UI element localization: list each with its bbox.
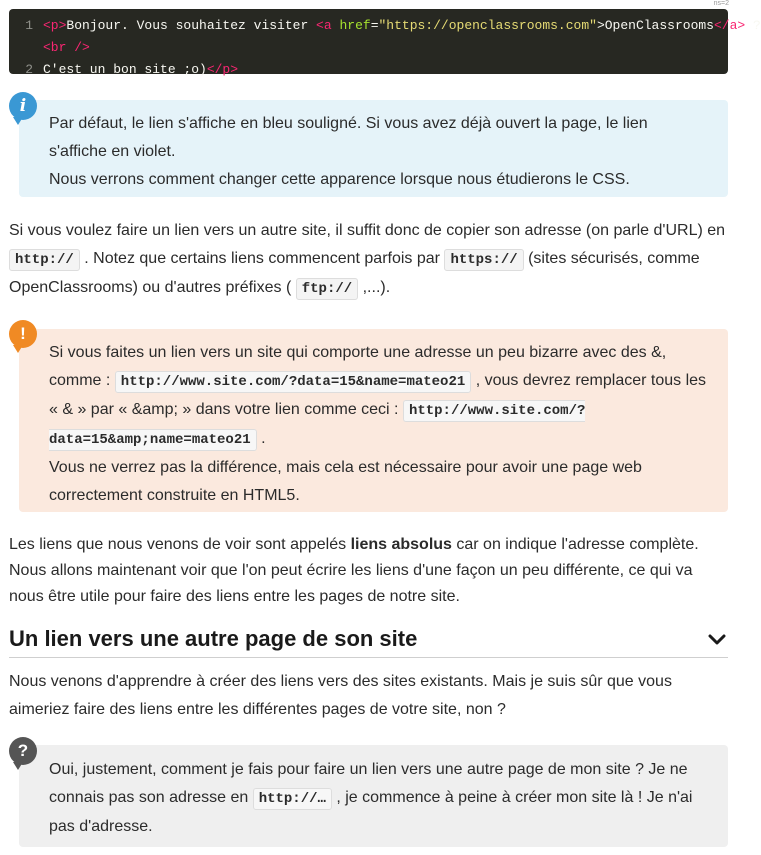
line-number: 2 [25,62,33,77]
paragraph-absolute-links: Les liens que nous venons de voir sont appelés liens absolus car on indique l'adresse complète. Nous allons maintenant voir que l'on peut écrire les liens d'une façon un peu différente, ce qui va nous être utile pour faire des liens entre les pages de notre site. [9,536,699,605]
question-callout [19,745,728,847]
warning-text-2: Vous ne verrez pas la différence, mais cela est nécessaire pour avoir une page web correctement construite en HTML5. [49,459,642,504]
code-text: C'est un bon site ;o)</p> [43,62,239,77]
inline-code: http://www.site.com/?data=15&name=mateo21 [115,371,471,393]
inline-code: http:// [9,249,80,271]
warning-callout [19,329,728,512]
code-text: <br /> [43,40,90,55]
code-line-1 [9,15,761,37]
bold-term: liens absolus [350,536,452,553]
warning-text: Si vous faites un lien vers un site qui comporte une adresse un peu bizarre avec des &, comme : http://www.site.com/?data=15&name=mateo21 , vous devrez remplacer tous les « & » par « &amp; » dans votre lien comme ceci : http://www.site.com/?data=15&amp;name=mateo21 . [49,339,708,454]
code-text: <p>Bonjour. Vous souhaitez visiter <a href="https://openclassrooms.com">OpenClassrooms</a> ? [43,18,761,33]
warning-icon: ! [9,320,37,348]
corner-note: ns=2 [713,0,729,7]
chevron-down-icon[interactable] [708,634,726,646]
section-heading[interactable] [9,624,728,658]
question-text: Oui, justement, comment je fais pour faire un lien vers une autre page de mon site ? Je ne connais pas son adresse en http://… , je commence à peine à créer mon site là ! Je n'ai pas d'adresse. [49,761,693,835]
paragraph-url-prefixes: Si vous voulez faire un lien vers un autre site, il suffit donc de copier son adresse (on parle d'URL) en http:// . Notez que certains liens commencent parfois par https:// (sites sécurisés, comme OpenClassrooms) ou d'autres préfixes ( ftp:// ,...). [9,217,731,303]
section-title: Un lien vers une autre page de son site [9,626,418,651]
code-line-2 [9,59,728,81]
inline-code: https:// [444,249,523,271]
info-text-2: Nous verrons comment changer cette apparence lorsque nous étudierons le CSS. [49,171,630,188]
inline-code: http://… [253,788,332,810]
info-text-1: Par défaut, le lien s'affiche en bleu souligné. Si vous avez déjà ouvert la page, le lien s'affiche en violet. [49,115,648,160]
inline-code: ftp:// [296,278,358,300]
info-icon: i [9,92,37,120]
question-icon: ? [9,737,37,765]
inline-code: http://www.site.com/?data=15&amp;name=mateo21 [49,400,585,451]
paragraph-intro: Nous venons d'apprendre à créer des liens vers des sites existants. Mais je suis sûr que vous aimeriez faire des liens entre les différentes pages de votre site, non ? [9,673,672,718]
info-callout [19,100,728,197]
line-number: 1 [25,18,33,33]
code-line-1-wrap [9,37,728,59]
code-block [9,9,761,77]
